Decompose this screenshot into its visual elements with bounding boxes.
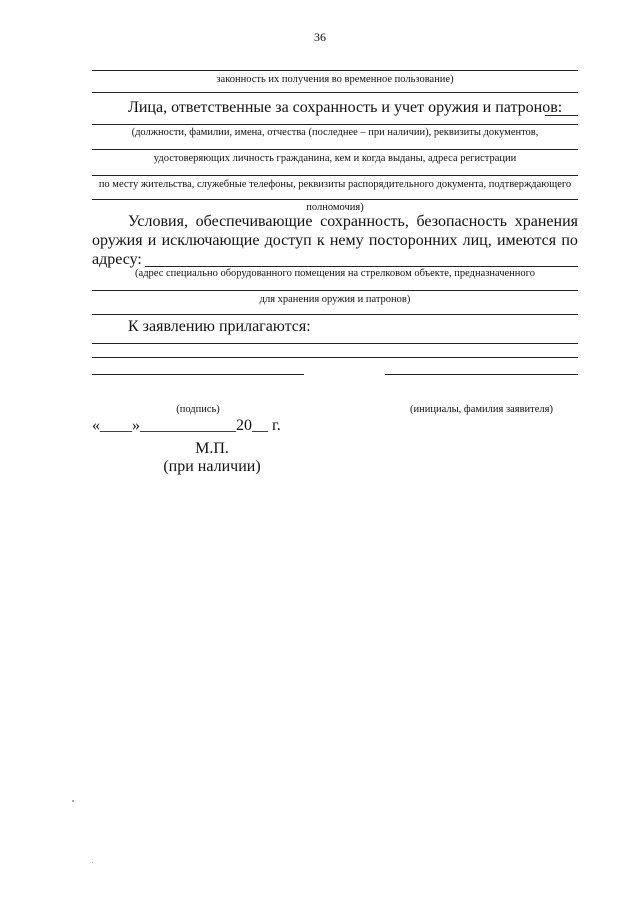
caption-residence: по месту жительства, служебные телефоны, реквизиты распорядительного документа, подтверждающего [98, 179, 572, 190]
word: лиц, [462, 232, 492, 249]
word: безопасность [416, 213, 508, 230]
word: обеспечивающие [195, 213, 313, 230]
caption-applicant: (инициалы, фамилия заявителя) [410, 404, 553, 415]
scan-speck [72, 800, 74, 802]
word: оружия [92, 232, 143, 249]
caption-positions: (должности, фамилии, имена, отчества (последнее – при наличии), реквизиты документов, [131, 127, 539, 138]
fill-line [92, 314, 578, 315]
word: нему [329, 232, 364, 249]
caption-signature: (подпись) [176, 404, 220, 415]
conditions-line-2 [92, 232, 578, 250]
attachments-heading: К заявлению прилагаются: [128, 318, 311, 335]
caption-storage: для хранения оружия и патронов) [259, 294, 411, 305]
signature-line [92, 374, 304, 375]
fill-line [92, 199, 578, 200]
scan-speck [92, 862, 93, 863]
applicant-line [385, 374, 578, 375]
word: сохранность, [320, 213, 409, 230]
fill-line [92, 175, 578, 176]
fill-line [92, 70, 578, 71]
word: доступ [264, 232, 312, 249]
word: по [561, 232, 578, 249]
page-number: 36 [314, 30, 326, 44]
word: к [316, 232, 325, 249]
responsible-heading: Лица, ответственные за сохранность и учет оружия и патронов: [128, 99, 563, 116]
word: и [147, 232, 157, 249]
stamp-note: (при наличии) [163, 458, 261, 475]
word: исключающие [161, 232, 260, 249]
fill-line [92, 290, 578, 291]
fill-line [92, 149, 578, 150]
conditions-line-3: адресу: [92, 251, 142, 268]
caption-legality: законность их получения во временное пользование) [216, 74, 454, 85]
word: посторонних [368, 232, 458, 249]
fill-line [92, 92, 578, 93]
fill-line [145, 266, 578, 267]
date-line: «____»____________20__ г. [92, 417, 281, 434]
fill-line [92, 343, 578, 344]
fill-line [92, 357, 578, 358]
stamp-label: М.П. [195, 440, 229, 457]
caption-identity: удостоверяющих личность гражданина, кем и когда выданы, адреса регистрации [153, 153, 517, 164]
caption-address: (адрес специально оборудованного помещения на стрелковом объекте, предназначенного [135, 268, 535, 279]
conditions-line-1 [128, 213, 578, 231]
word: имеются [496, 232, 557, 249]
fill-line [545, 115, 578, 116]
fill-line [92, 124, 578, 125]
word: Условия, [128, 213, 188, 230]
caption-authority: полномочия) [306, 202, 364, 213]
word: хранения [514, 213, 578, 230]
